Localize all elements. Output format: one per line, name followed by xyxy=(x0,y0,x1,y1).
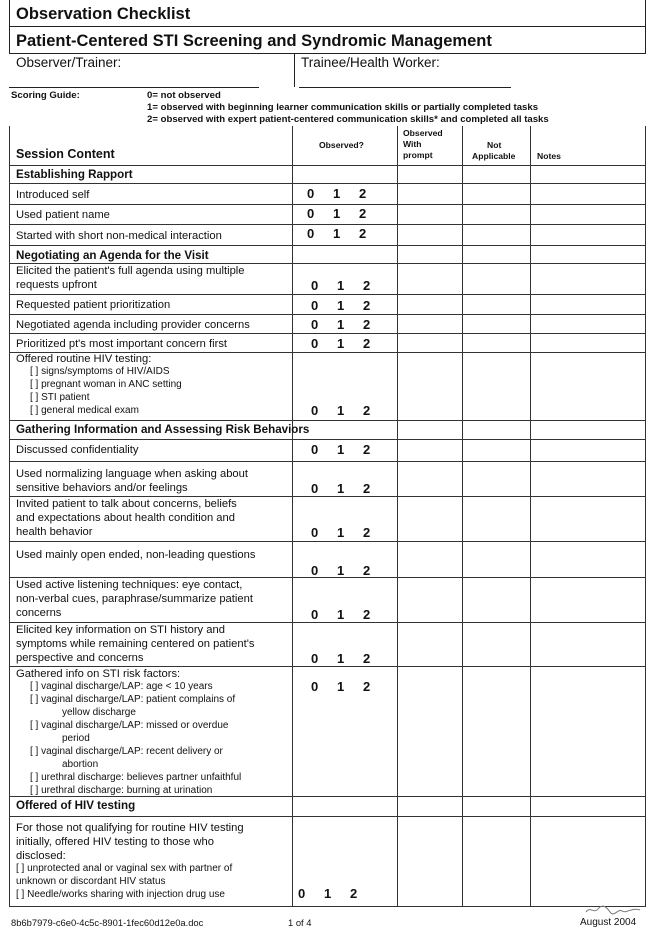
na-header-line-1: Applicable xyxy=(472,151,516,161)
row-line xyxy=(9,183,645,184)
checkbox-option-cont: period xyxy=(62,733,90,744)
prompt-header-line-0: Observed xyxy=(403,128,443,138)
row-line xyxy=(9,906,645,907)
checkbox-option[interactable]: [ ] pregnant woman in ANC setting xyxy=(30,379,182,390)
row-line xyxy=(9,420,645,421)
item-label: Discussed confidentiality xyxy=(16,444,139,456)
table-border-left xyxy=(9,126,10,907)
item-label: perspective and concerns xyxy=(16,652,144,664)
score-options[interactable]: 0 1 2 xyxy=(311,298,371,313)
item-label: Started with short non-medical interaction xyxy=(16,230,222,242)
prompt-header-line-1: With xyxy=(403,139,422,149)
item-label: For those not qualifying for routine HIV testing xyxy=(16,822,244,834)
item-label: Gathered info on STI risk factors: xyxy=(16,668,181,680)
score-options[interactable]: 0 1 2 xyxy=(311,607,371,622)
score-options[interactable]: 0 1 2 xyxy=(311,442,371,457)
score-options[interactable]: 0 1 2 xyxy=(311,278,371,293)
score-options[interactable]: 0 1 2 xyxy=(311,317,371,332)
column-divider-na xyxy=(462,126,463,907)
checkbox-option[interactable]: [ ] urethral discharge: believes partner unfaithful xyxy=(30,772,242,783)
item-label: sensitive behaviors and/or feelings xyxy=(16,482,188,494)
prompt-header-line-2: prompt xyxy=(403,150,433,160)
section-title: Establishing Rapport xyxy=(16,168,133,181)
page-title: Observation Checklist xyxy=(16,5,191,23)
score-options[interactable]: 0 1 2 xyxy=(311,651,371,666)
section-title: Offered of HIV testing xyxy=(16,799,136,812)
signature-scribble xyxy=(584,903,644,915)
checkbox-option[interactable]: [ ] urethral discharge: burning at urination xyxy=(30,785,213,796)
item-label: requests upfront xyxy=(16,279,97,291)
item-label: initially, offered HIV testing to those who xyxy=(16,836,214,848)
checkbox-option[interactable]: [ ] vaginal discharge/LAP: age < 10 years xyxy=(30,681,213,692)
score-options[interactable]: 0 1 2 xyxy=(307,226,367,241)
checkbox-option[interactable]: [ ] vaginal discharge/LAP: patient complains of xyxy=(30,694,236,705)
score-options[interactable]: 0 1 2 xyxy=(307,206,367,221)
column-divider-score xyxy=(292,126,293,907)
trainee-label: Trainee/Health Worker: xyxy=(301,55,440,70)
row-line xyxy=(9,541,645,542)
page-subtitle: Patient-Centered STI Screening and Syndromic Management xyxy=(16,32,492,50)
footer-page-number: 1 of 4 xyxy=(288,917,312,928)
item-label: Negotiated agenda including provider concerns xyxy=(16,319,250,331)
row-line xyxy=(9,439,645,440)
checkbox-option[interactable]: [ ] signs/symptoms of HIV/AIDS xyxy=(30,366,170,377)
checkbox-option-cont: unknown or discordant HIV status xyxy=(16,876,166,887)
checkbox-option[interactable]: [ ] unprotected anal or vaginal sex with partner of xyxy=(16,863,233,874)
section-title: Gathering Information and Assessing Risk Behaviors xyxy=(16,423,310,436)
checkbox-option[interactable]: [ ] vaginal discharge/LAP: recent delivery or xyxy=(30,746,223,757)
table-border-right xyxy=(645,126,646,907)
observer-label: Observer/Trainer: xyxy=(16,55,122,70)
section-title: Negotiating an Agenda for the Visit xyxy=(16,249,209,262)
item-label: Requested patient prioritization xyxy=(16,299,171,311)
item-label: Invited patient to talk about concerns, beliefs xyxy=(16,498,237,510)
score-options[interactable]: 0 1 2 xyxy=(311,525,371,540)
row-line xyxy=(9,165,645,166)
item-label: Used patient name xyxy=(16,209,110,221)
item-label: Used normalizing language when asking about xyxy=(16,468,248,480)
checkbox-option[interactable]: [ ] general medical exam xyxy=(30,405,139,416)
checkbox-option-cont: yellow discharge xyxy=(62,707,136,718)
checkbox-option[interactable]: [ ] Needle/works sharing with injection drug use xyxy=(16,889,225,900)
column-divider-prompt xyxy=(397,126,398,907)
scoring-guide-line-2: 2= observed with expert patient-centered communication skills* and completed all tasks xyxy=(147,114,549,125)
item-label: symptoms while remaining centered on patient's xyxy=(16,638,255,650)
scoring-guide-title: Scoring Guide: xyxy=(11,90,80,101)
score-options[interactable]: 0 1 2 xyxy=(311,403,371,418)
checkbox-option[interactable]: [ ] vaginal discharge/LAP: missed or overdue xyxy=(30,720,229,731)
score-options[interactable]: 0 1 2 xyxy=(311,481,371,496)
scoring-guide-line-1: 1= observed with beginning learner communication skills or partially completed tasks xyxy=(147,102,539,113)
footer-filename: 8b6b7979-c6e0-4c5c-8901-1fec60d12e0a.doc xyxy=(11,917,204,928)
item-label: Elicited the patient's full agenda using multiple xyxy=(16,265,245,277)
item-label: Offered routine HIV testing: xyxy=(16,353,152,365)
checkbox-option-cont: abortion xyxy=(62,759,99,770)
scoring-guide-line-0: 0= not observed xyxy=(147,90,221,101)
item-label: disclosed: xyxy=(16,850,66,862)
row-line xyxy=(9,294,645,295)
notes-header: Notes xyxy=(537,151,561,161)
session-content-header: Session Content xyxy=(16,147,115,161)
item-label: Used mainly open ended, non-leading questions xyxy=(16,549,256,561)
observed-header: Observed? xyxy=(319,140,364,150)
item-label: health behavior xyxy=(16,526,93,538)
na-header-line-0: Not xyxy=(487,140,502,150)
row-line xyxy=(9,314,645,315)
column-divider-notes xyxy=(530,126,531,907)
item-label: Elicited key information on STI history and xyxy=(16,624,225,636)
item-label: concerns xyxy=(16,607,62,619)
row-line xyxy=(9,333,645,334)
item-label: Used active listening techniques: eye contact, xyxy=(16,579,243,591)
checkbox-option[interactable]: [ ] STI patient xyxy=(30,392,90,403)
row-line xyxy=(9,224,645,225)
row-line xyxy=(9,816,645,817)
score-options[interactable]: 0 1 2 xyxy=(311,679,371,694)
item-label: Introduced self xyxy=(16,189,90,201)
row-line xyxy=(9,204,645,205)
score-options[interactable]: 0 1 2 xyxy=(311,336,371,351)
footer-date: August 2004 xyxy=(580,917,637,928)
row-line xyxy=(9,461,645,462)
score-options[interactable]: 0 1 2 xyxy=(298,886,358,901)
score-options[interactable]: 0 1 2 xyxy=(307,186,367,201)
score-options[interactable]: 0 1 2 xyxy=(311,563,371,578)
item-label: Prioritized pt's most important concern first xyxy=(16,338,228,350)
item-label: and expectations about health condition and xyxy=(16,512,235,524)
item-label: non-verbal cues, paraphrase/summarize patient xyxy=(16,593,253,605)
row-line xyxy=(9,245,645,246)
